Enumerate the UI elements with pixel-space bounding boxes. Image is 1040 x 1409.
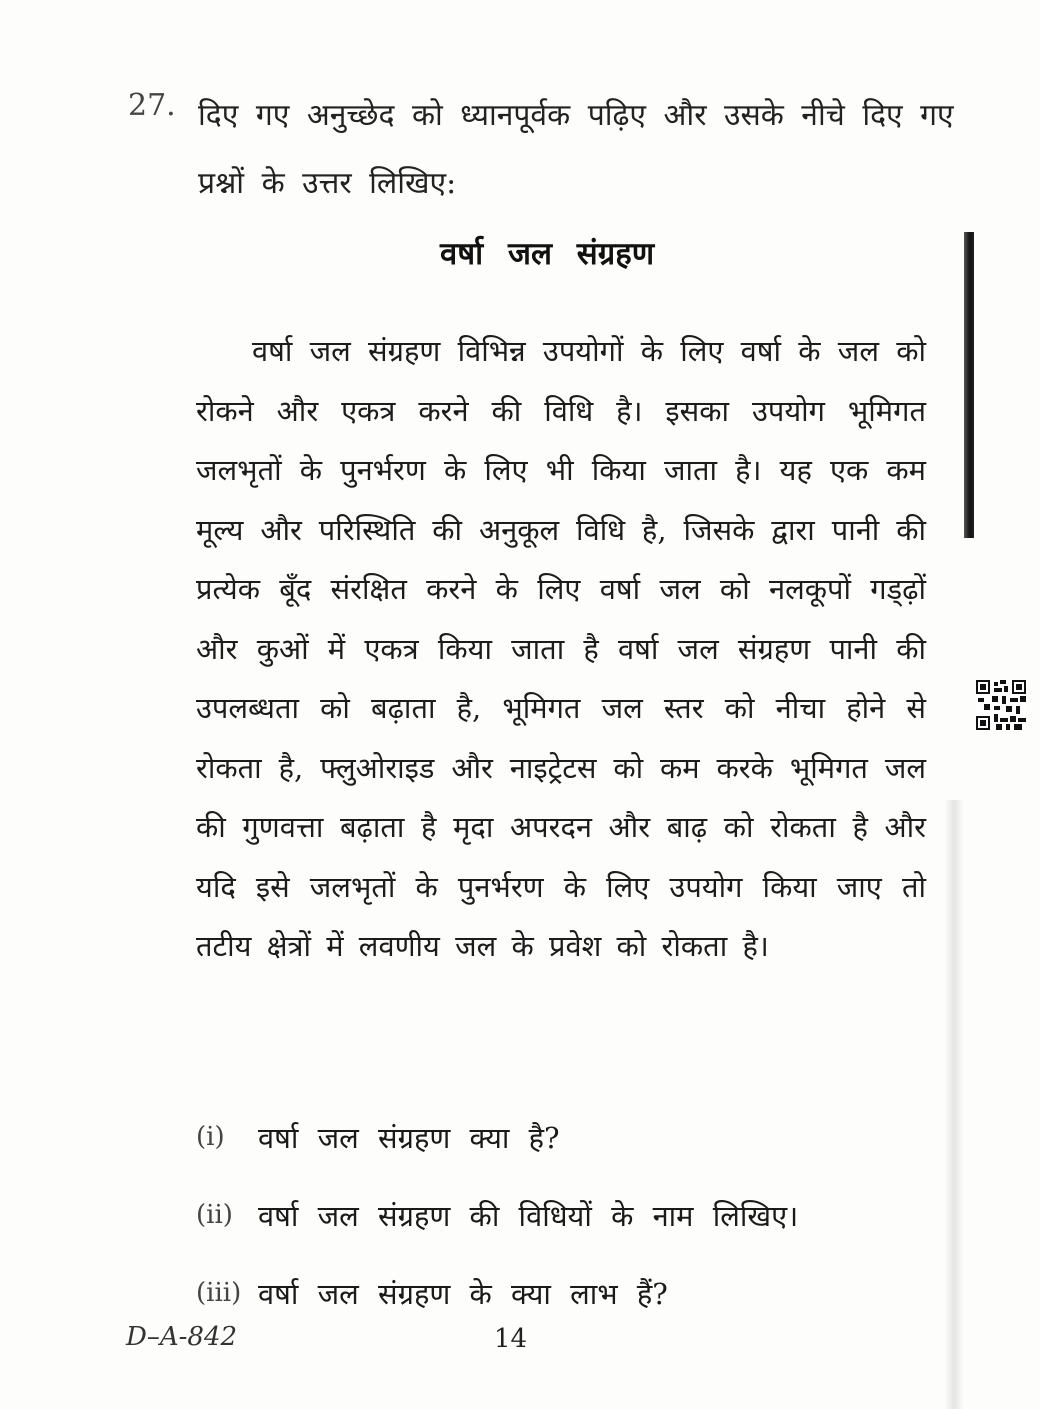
sub-question-marker: (ii): [196, 1200, 233, 1230]
sub-question-1: [196, 1118, 896, 1196]
sub-question-2: [196, 1196, 896, 1274]
passage-title: वर्षा जल संग्रहण: [440, 236, 655, 272]
passage-body: वर्षा जल संग्रहण विभिन्न उपयोगों के लिए वर्षा के जल को रोकने और एकत्र करने की विधि है। इसका उपयोग भूमिगत जलभृतों के पुनर्भरण के लिए भी किया जाता है। यह एक कम मूल्य और परिस्थिति की अनुकूल विधि है, जिसके द्वारा पानी की प्रत्येक बूँद संरक्षित करने के लिए वर्षा जल को नलकूपों गड्ढ़ों और कुओं में एकत्र किया जाता है वर्षा जल संग्रहण पानी की उपलब्धता को बढ़ाता है, भूमिगत जल स्तर को नीचा होने से रोकता है, फ्लुओराइड और नाइट्रेटस को कम करके भूमिगत जल की गुणवत्ता बढ़ाता है मृदा अपरदन और बाढ़ को रोकता है और यदि इसे जलभृतों के पुनर्भरण के लिए उपयोग किया जाए तो तटीय क्षेत्रों में लवणीय जल के प्रवेश को रोकता है।: [196, 334, 926, 963]
sub-question-marker: (iii): [196, 1278, 242, 1308]
sub-question-text: वर्षा जल संग्रहण के क्या लाभ हैं?: [258, 1277, 668, 1311]
qr-code-icon: [976, 680, 1026, 730]
margin-scan-bar: [964, 232, 974, 538]
scan-edge-shadow: [944, 800, 964, 1409]
question-instruction: दिए गए अनुच्छेद को ध्यानपूर्वक पढ़िए और उसके नीचे दिए गए प्रश्नों के उत्तर लिखिए:: [198, 98, 954, 201]
paper-code: D–A-842: [126, 1322, 238, 1352]
sub-question-list: [196, 1118, 896, 1352]
page-number: 14: [494, 1324, 528, 1354]
sub-question-text: वर्षा जल संग्रहण की विधियों के नाम लिखिए।: [258, 1199, 799, 1233]
sub-question-3: [196, 1274, 896, 1352]
sub-question-text: वर्षा जल संग्रहण क्या है?: [258, 1121, 560, 1155]
sub-question-marker: (i): [196, 1122, 225, 1152]
question-number: 27.: [128, 88, 176, 123]
